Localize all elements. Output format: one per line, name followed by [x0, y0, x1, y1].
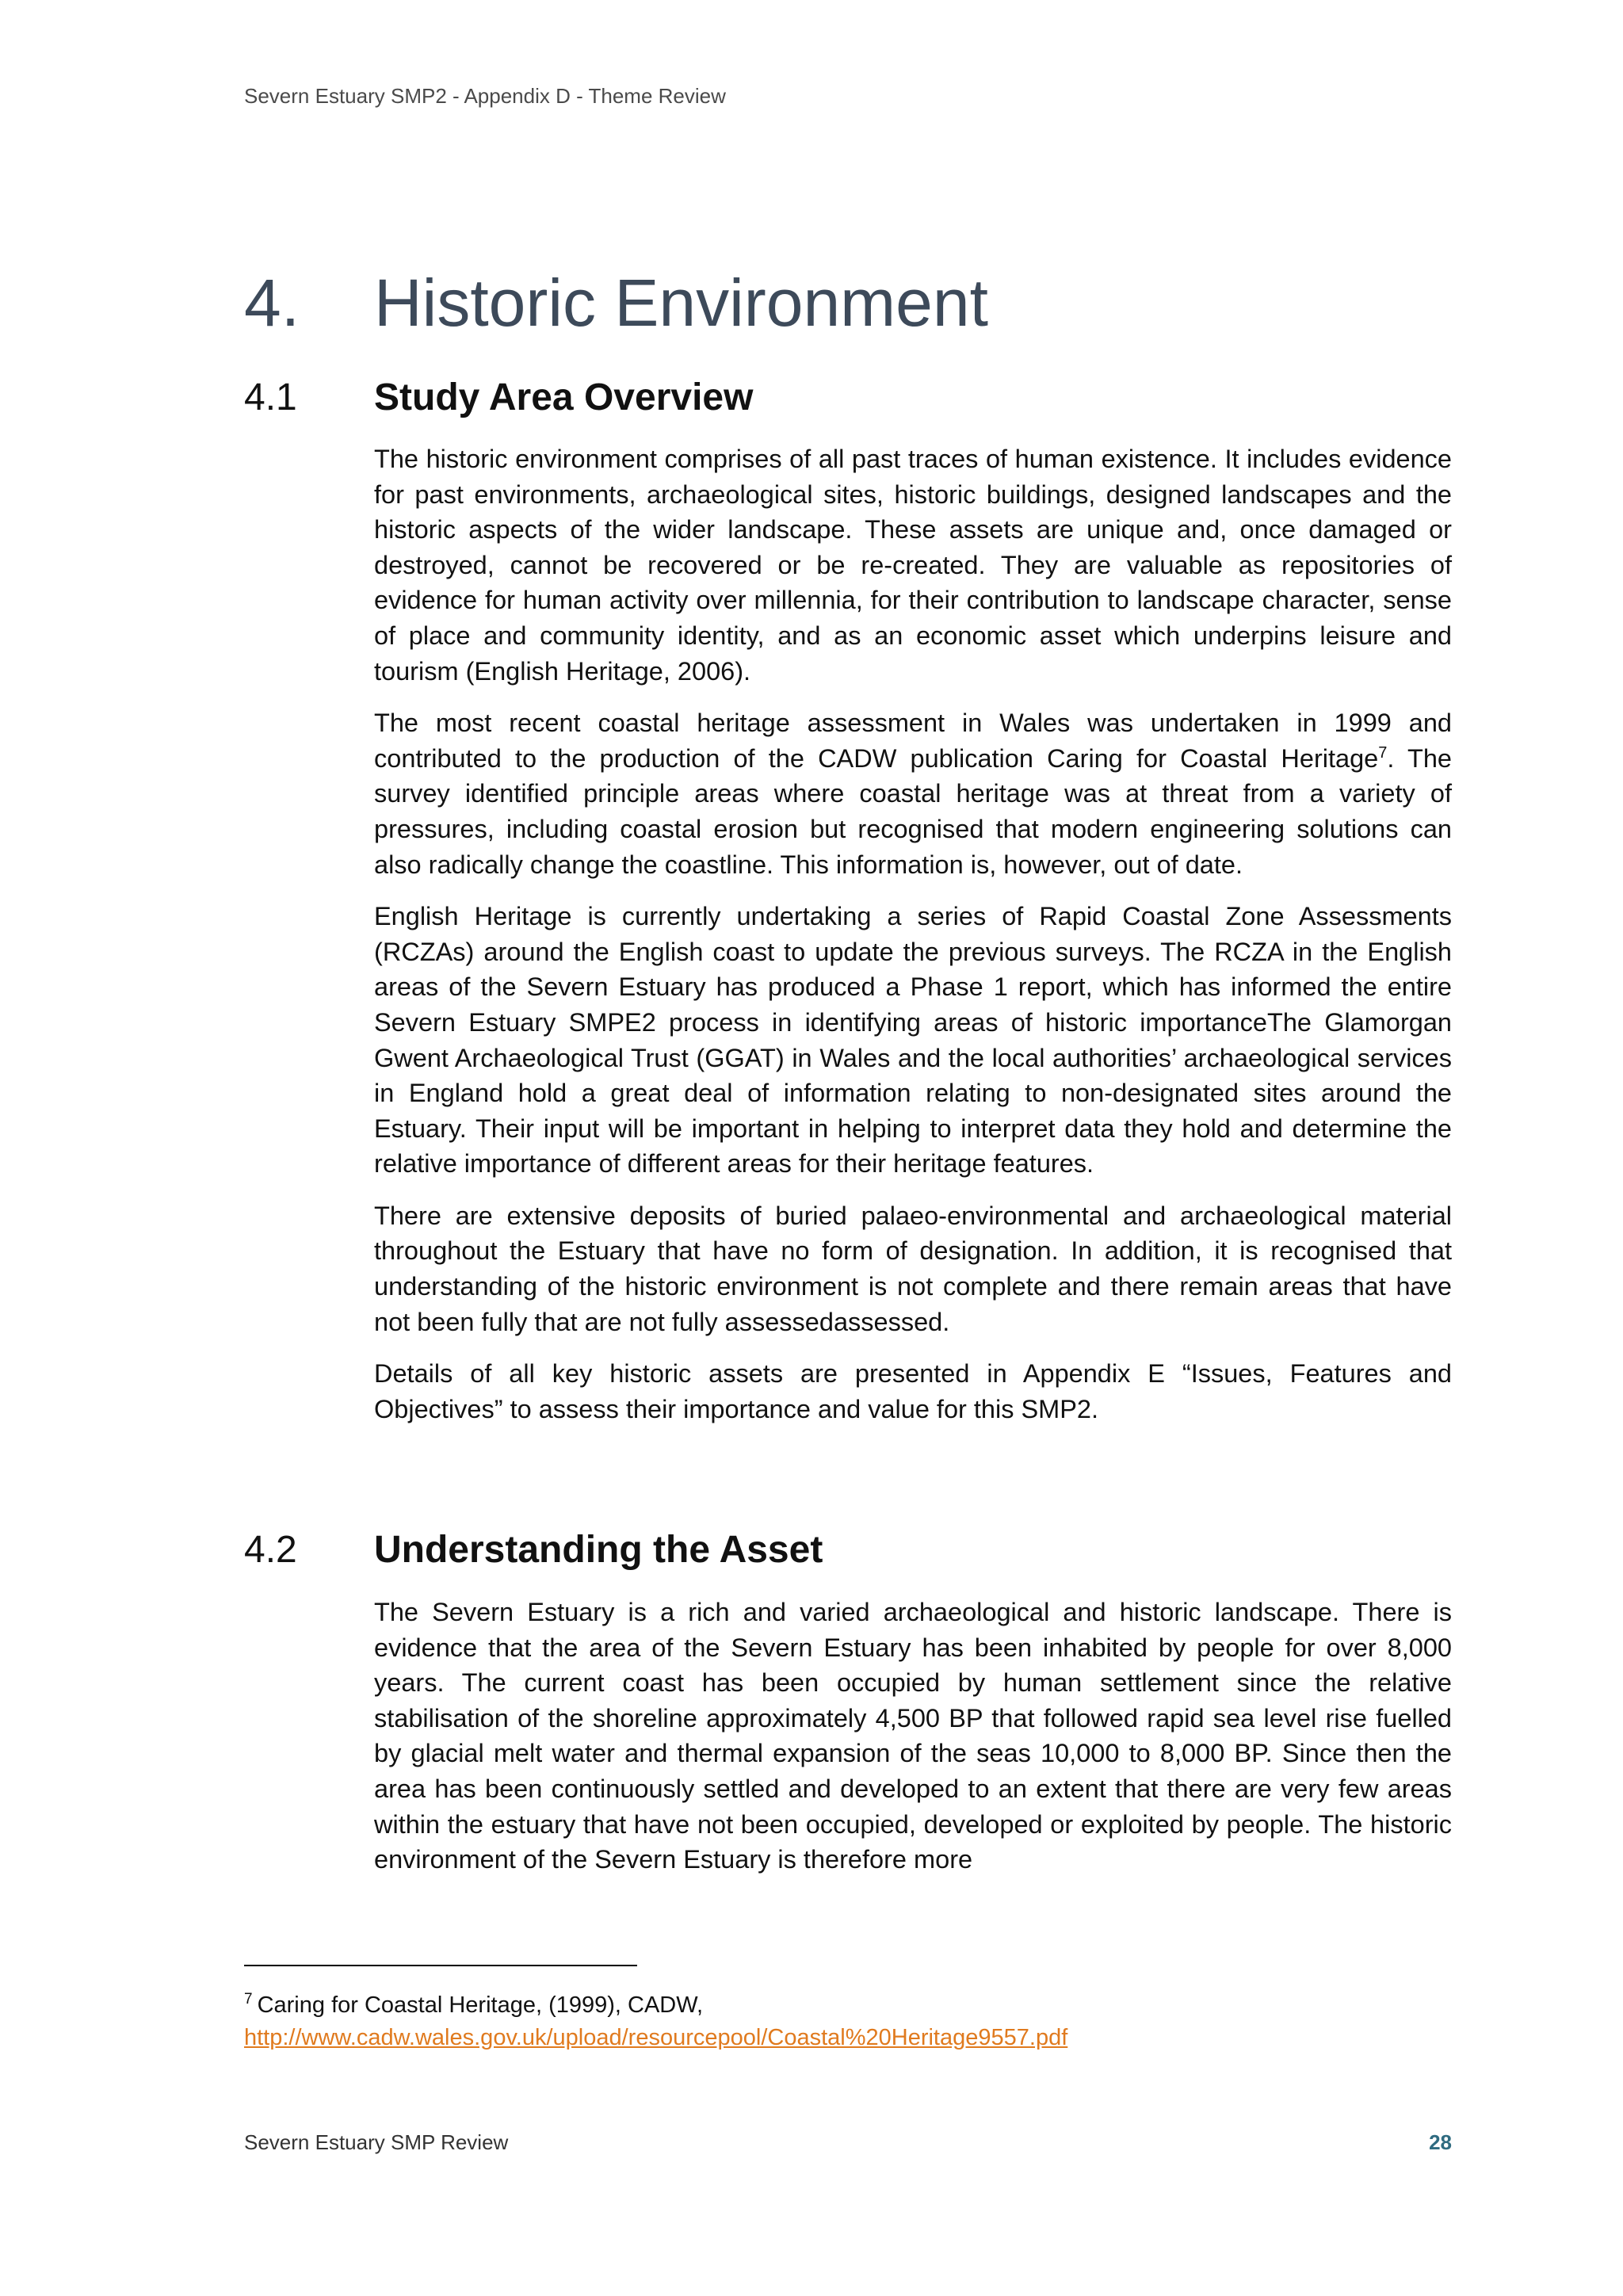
- paragraph-text-continued: . The survey identified principle areas where coastal heritage was at threat from a variety of pressures, including coastal erosion but recognised that modern engineering solutions can also radically change the coastline. This information is, however, out of date.: [374, 743, 1452, 879]
- chapter-number: 4.: [244, 266, 300, 340]
- paragraph: The historic environment comprises of all past traces of human existence. It includes evidence for past environments, archaeological sites, historic buildings, designed landscapes and the historic aspects of the wider landscape. These assets are unique and, once damaged or destroyed, cannot be recovered or be re-created. They are valuable as repositories of evidence for human activity over millennia, for their contribution to landscape character, sense of place and community identity, and as an economic asset which underpins leisure and tourism (English Heritage, 2006).: [374, 445, 1452, 686]
- paragraph: Details of all key historic assets are presented in Appendix E “Issues, Features and Objectives” to assess their importance and value for this SMP2.: [374, 1359, 1452, 1423]
- footnote-divider: [244, 1965, 637, 1966]
- chapter-title: Historic Environment: [374, 266, 988, 340]
- paragraph-text: The most recent coastal heritage assessment in Wales was undertaken in 1999 and contributed to the production of the CADW publication Caring for Coastal Heritage: [374, 709, 1452, 773]
- section-title: Understanding the Asset: [374, 1529, 823, 1571]
- footnote-link[interactable]: http://www.cadw.wales.gov.uk/upload/resourcepool/Coastal%20Heritage9557.pdf: [244, 2025, 1068, 2050]
- footnote-ref[interactable]: 7: [1378, 743, 1388, 762]
- page-number: 28: [1429, 2130, 1452, 2154]
- section-title: Study Area Overview: [374, 376, 754, 418]
- section-number: 4.2: [244, 1529, 297, 1571]
- section-4-1-body: [374, 441, 1452, 1443]
- section-4-2-body: [374, 1595, 1452, 1894]
- footnote-number: 7: [244, 1991, 253, 2008]
- footnote-text: Caring for Coastal Heritage, (1999), CADW,: [257, 1992, 704, 2018]
- chapter-heading: [244, 266, 1512, 340]
- paragraph: [374, 705, 1452, 882]
- paragraph: There are extensive deposits of buried palaeo-environmental and archaeological material throughout the Estuary that have no form of designation. In addition, it is recognised that understanding of the historic environment is not complete and there remain areas that have not been fully that are not fully assessedassessed.: [374, 1201, 1452, 1336]
- section-heading-4-1: [244, 376, 1512, 418]
- paragraph: English Heritage is currently undertaking a series of Rapid Coastal Zone Assessments (RCZAs) around the English coast to update the previous surveys. The RCZA in the English areas of the Severn Estuary has produced a Phase 1 report, which has informed the entire Severn Estuary SMPE2 process in identifying areas of historic importanceThe Glamorgan Gwent Archaeological Trust (GGAT) in Wales and the local authorities’ archaeological services in England hold a great deal of information relating to non-designated sites around the Estuary. Their input will be important in helping to interpret data they hold and determine the relative importance of different areas for their heritage features.: [374, 902, 1452, 1179]
- paragraph: The Severn Estuary is a rich and varied archaeological and historic landscape. There is evidence that the area of the Severn Estuary has been inhabited by people for over 8,000 years. The current coast has been occupied by human settlement since the relative stabilisation of the shoreline approximately 4,500 BP that followed rapid sea level rise fuelled by glacial melt water and thermal expansion of the seas 10,000 to 8,000 BP. Since then the area has been continuously settled and developed to an extent that there are very few areas within the estuary that have not been occupied, developed or exploited by people. The historic environment of the Severn Estuary is therefore more: [374, 1598, 1452, 1874]
- running-header: Severn Estuary SMP2 - Appendix D - Theme Review: [244, 84, 726, 108]
- footer-title: Severn Estuary SMP Review: [244, 2130, 509, 2154]
- footnote: [244, 1989, 1433, 2054]
- section-number: 4.1: [244, 376, 297, 418]
- section-heading-4-2: [244, 1531, 1512, 1569]
